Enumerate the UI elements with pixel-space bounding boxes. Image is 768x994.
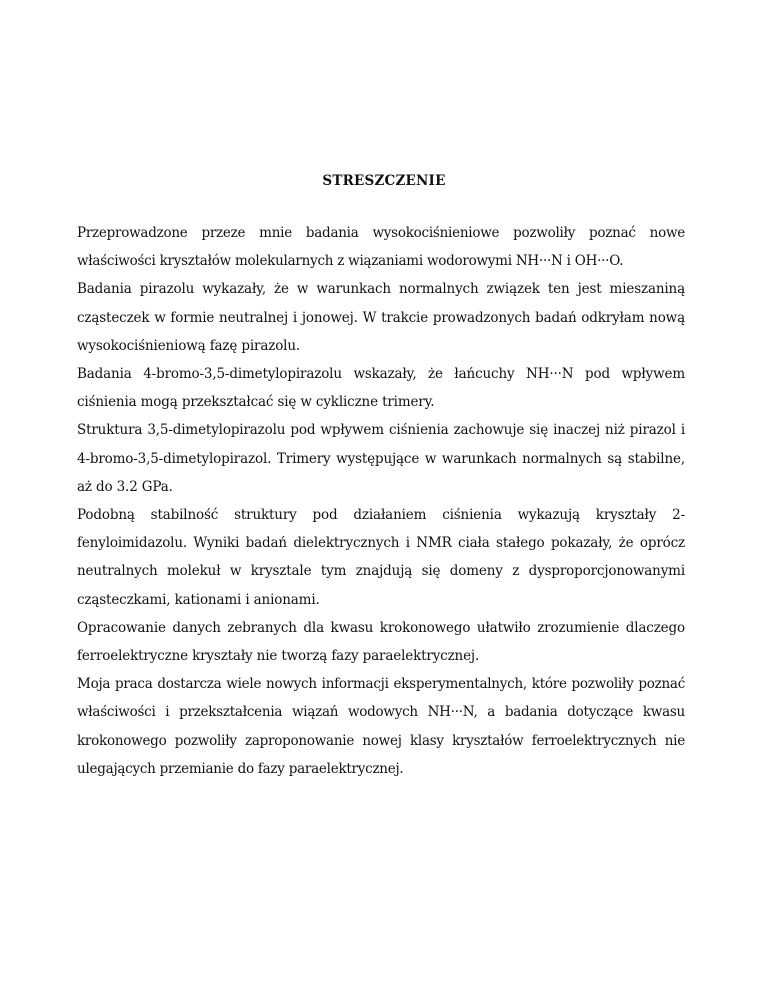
paragraph-1: Przeprowadzone przeze mnie badania wysokociśnieniowe pozwoliły poznać nowe właściwości kryształów molekularnych z wiązaniami wodorowymi NH···N i OH···O.: [77, 225, 685, 270]
paragraph-3: Badania 4-bromo-3,5-dimetylopirazolu wskazały, że łańcuchy NH···N pod wpływem ciśnienia mogą przekształcać się w cykliczne trimery.: [77, 366, 685, 411]
paragraph-2: Badania pirazolu wykazały, że w warunkach normalnych związek ten jest mieszaniną cząsteczek w formie neutralnej i jonowej. W trakcie prowadzonych badań odkryłam nową wysokociśnieniową fazę pirazolu.: [77, 281, 685, 354]
paragraph-6: Opracowanie danych zebranych dla kwasu krokonowego ułatwiło zrozumienie dlaczego ferroelektryczne kryształy nie tworzą fazy paraelektrycznej.: [77, 619, 685, 665]
paragraph-4: Struktura 3,5-dimetylopirazolu pod wpływem ciśnienia zachowuje się inaczej niż pirazol i 4-bromo-3,5-dimetylopirazol. Trimery występujące w warunkach normalnych są stabilne, aż do 3.2 GPa.: [77, 422, 685, 495]
paragraph-5: Podobną stabilność struktury pod działaniem ciśnienia wykazują kryształy 2-fenyloimidazolu. Wyniki badań dielektrycznych i NMR ciała stałego pokazały, że oprócz neutralnych molekuł w krysztale tym znajdują się domeny z dysproporcjonowanymi cząsteczkami, kationami i anionami.: [77, 507, 685, 608]
page-title: STRESZCZENIE: [322, 173, 446, 189]
abstract-body: [77, 219, 685, 783]
paragraph-7: Moja praca dostarcza wiele nowych informacji eksperymentalnych, które pozwoliły poznać właściwości i przekształcenia wiązań wodowych NH···N, a badania dotyczące kwasu krokonowego pozwoliły zaproponowanie nowej klasy kryształów ferroelektrycznych nie ulegających przemianie do fazy paraelektrycznej.: [77, 676, 685, 777]
